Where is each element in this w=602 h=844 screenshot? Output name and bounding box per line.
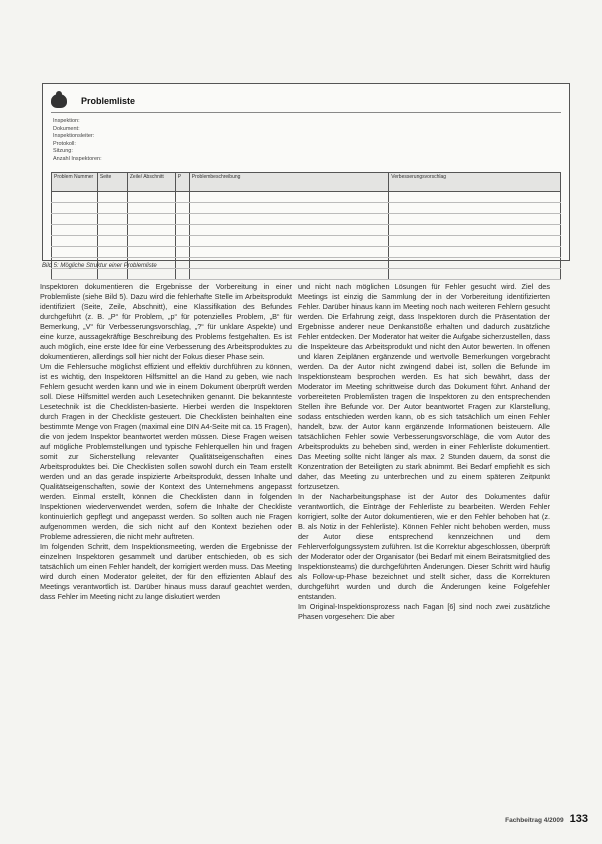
page-footer xyxy=(505,813,588,825)
paragraph: Inspektoren dokumentieren die Ergebnisse der Vorbereitung in einer Problemliste (siehe Bild 5). Dazu wird die fehlerhafte Stelle im Arbeitsprodukt identifiziert (Seite, Zeile, Abschnitt), eine Klassifikation des Befundes durchgeführt (z. B. „P“ für Problem, „p“ für potenzielles Problem, „B“ für Bemerkung, „V“ für Verbesserungsvorschlag, „?“ für unklare Aspekte) und eine kurze, aussagekräftige Beschreibung des Problems festgehalten. Es ist auch möglich, eine erste Idee für eine Verbesserung des Arbeitsproduktes zu dokumentieren, allerdings soll hier nicht der Fokus dieser Phase sein. xyxy=(40,282,292,361)
table-cell xyxy=(97,236,127,247)
column-header: Problem Nummer xyxy=(52,173,98,192)
table-cell xyxy=(127,203,175,214)
meta-line: Sitzung: xyxy=(53,148,73,155)
table-cell xyxy=(175,214,189,225)
table-cell xyxy=(189,214,389,225)
table-cell xyxy=(389,236,561,247)
figure-header xyxy=(51,90,135,112)
table-row xyxy=(52,225,561,236)
table-cell xyxy=(97,192,127,203)
column-header: P xyxy=(175,173,189,192)
table-row xyxy=(52,236,561,247)
table-cell xyxy=(175,247,189,258)
table-row xyxy=(52,203,561,214)
column-header: Zeile/ Abschnitt xyxy=(127,173,175,192)
table-cell xyxy=(175,192,189,203)
meta-line: Anzahl Inspektoren: xyxy=(53,155,102,162)
paragraph: Im folgenden Schritt, dem Inspektionsmeeting, werden die Ergebnisse der einzelnen Inspektoren gesammelt und darüber entschieden, ob es sich tatsächlich um einen Fehler handelt, der korrigiert werden muss. Das Meeting wird durch einen Moderator geleitet, der für den effizienten Ablauf des Meetings verantwortlich ist. Darüber hinaus muss darauf geachtet werden, dass Fehler im Meeting nicht zu lange diskutiert werden xyxy=(40,542,292,601)
table-row xyxy=(52,269,561,280)
meta-line: Inspektion: xyxy=(53,118,80,124)
table-cell xyxy=(189,192,389,203)
table-cell xyxy=(97,203,127,214)
table-cell xyxy=(52,192,98,203)
meta-line: Dokument: xyxy=(53,125,80,132)
table-cell xyxy=(127,247,175,258)
table-cell xyxy=(52,269,98,280)
figure-divider xyxy=(51,112,561,113)
table-cell xyxy=(175,203,189,214)
paragraph: In der Nacharbeitungsphase ist der Autor des Dokumentes dafür verantwortlich, die Einträge der Fehlerliste zu bearbeiten. Werden Fehler korrigiert, sollte der Autor dokumentieren, wie er den Fehler behoben hat (z. B. als Notiz in der Fehlerliste). Können Fehler nicht behoben werden, muss der Autor diese entsprechend kennzeichnen und dem Fehlerverfolgungssystem zuführen. Ist die Korrektur abgeschlossen, überprüft der Moderator oder der Organisator (bei Bedarf mit einem Beiratsmitglied des Inspektionsteams) die durchgeführten Änderungen. Dieser Schritt wird häufig als Follow-up-Phase bezeichnet und stellt sicher, dass die Korrekturen durchgeführt wurden und durch die Änderungen keine Folgefehler entstanden. xyxy=(298,492,550,601)
table-cell xyxy=(175,225,189,236)
table-cell xyxy=(189,225,389,236)
figure-caption: Bild 5: Mögliche Struktur einer Problemliste xyxy=(42,263,157,269)
table-cell xyxy=(189,269,389,280)
table-cell xyxy=(189,203,389,214)
column-header: Verbesserungsvorschlag xyxy=(389,173,561,192)
table-header-row xyxy=(52,173,561,192)
table-cell xyxy=(175,258,189,269)
table-cell xyxy=(189,236,389,247)
meta-line: Protokoll: xyxy=(53,140,76,147)
journal-source: Fachbeitrag 4/2009 xyxy=(505,817,564,824)
table-cell xyxy=(127,214,175,225)
table-cell xyxy=(389,247,561,258)
paragraph: und nicht nach möglichen Lösungen für Fehler gesucht wird. Ziel des Meetings ist einzig die Sammlung der in der Vorbereitung identifizierten Fehler. Darüber hinaus kann im Meeting noch nach weiteren Fehlern gesucht werden. Die Erfahrung zeigt, dass Inspektoren durch die Präsentation der Ergebnisse anderer neue Denkanstöße erhalten und dadurch zusätzliche Fehler entdecken. Der Moderator hat weiter die Aufgabe sicherzustellen, dass die Inspekteure das Arbeitsprodukt und nicht den Autor bewerten. In offenen und klaren Zeiplänen ergänzende und wertvolle Bemerkungen vorgebracht werden. Da der Autor nicht zwingend dabei ist, sollen die Befunde im Inspektionsteam besprochen werden. Es hat sich bewährt, dass der Moderator im Meeting schrittweise durch das Dokument führt. Anhand der vorbereiteten Problemlisten tragen die Inspektoren zu den entsprechenden Stellen ihre Befunde vor. Der Autor beantwortet Fragen zur Klarstellung, sodass entschieden werden kann, ob es sich tatsächlich um einen Fehler handelt, bzw. der Autor kann ergänzende Informationen beisteuern. Alle tatsächlichen Fehler sowie Verbesserungsvorschläge, die vom Autor des Arbeitsprodukts zu beheben sind, werden in einer Fehlerliste dokumentiert. Das Meeting sollte nicht länger als max. 2 Stunden dauern, da sonst die Konzentration der Beteiligten zu stark abnimmt. Bei Bedarf empfiehlt es sich daher, das Meeting zu unterbrechen und zu einem späteren Zeitpunkt fortzusetzen. xyxy=(298,282,550,491)
table-cell xyxy=(127,192,175,203)
table-cell xyxy=(189,247,389,258)
table-cell xyxy=(175,236,189,247)
table-cell xyxy=(389,269,561,280)
table-cell xyxy=(52,214,98,225)
table-cell xyxy=(127,225,175,236)
figure-meta xyxy=(53,118,102,164)
table-cell xyxy=(389,258,561,269)
text-column-left xyxy=(40,282,292,602)
table-cell xyxy=(97,269,127,280)
table-cell xyxy=(52,225,98,236)
column-header: Seite xyxy=(97,173,127,192)
table-row xyxy=(52,192,561,203)
paragraph: Um die Fehlersuche möglichst effizient und effektiv durchführen zu können, ist es wichtig, den Inspektoren Hilfsmittel an die Hand zu geben, wie nach Fehlern gesucht werden kann und wie in einem Dokument überprüft werden soll. Diese Hilfsmittel werden auch Lesetechniken genannt. Die bekannteste Lesetechnik ist die Checklisten-basierte. Hierbei werden die Inspektoren durch Fragen in der Checkliste gesteuert. Die Checklisten beinhalten eine bestimmte Menge von Fragen (maximal eine DIN A4-Seite mit ca. 15 Fragen), die von jedem Inspektor beantwortet werden müssen. Diese Fragen weisen auf mögliche Problemstellungen und typische Fehlerquellen hin und fragen somit zur Sicherstellung relevanter Qualitätseigenschaften eines Arbeitsproduktes bei. Die Checklisten sollen sowohl durch ein Team erstellt werden und an das gerade inspizierte Arbeitsprodukt, dessen Inhalte und Qualitätseigenschaften, sowie der Kontext des Unternehmens angepasst werden. Einmal erstellt, können die Checklisten dann in folgenden Inspektionen wiederverwendet werden, sofern die Inhalte der Checkliste kontinuierlich gepflegt und angepasst werden. So sollten auch nie Fragen aufgenommen werden, die sich nicht auf den Kontext beziehen oder Probleme adressieren, die nicht mehr auftreten. xyxy=(40,362,292,541)
problem-list-figure xyxy=(42,83,570,261)
table-cell xyxy=(127,236,175,247)
meta-line: Inspektionsleiter: xyxy=(53,133,95,140)
company-logo-icon xyxy=(51,94,67,108)
table-cell xyxy=(97,214,127,225)
table-cell xyxy=(97,247,127,258)
table-cell xyxy=(52,203,98,214)
figure-title: Problemliste xyxy=(81,96,136,106)
page-number: 133 xyxy=(569,813,588,825)
paragraph: Im Original-Inspektionsprozess nach Fagan [6] sind noch zwei zusätzliche Phasen vorgesehen: Die aber xyxy=(298,602,550,621)
table-cell xyxy=(175,269,189,280)
text-column-right xyxy=(298,282,550,622)
table-cell xyxy=(52,247,98,258)
column-header: Problembeschreibung xyxy=(189,173,389,192)
table-cell xyxy=(127,269,175,280)
table-cell xyxy=(189,258,389,269)
table-cell xyxy=(389,214,561,225)
table-cell xyxy=(389,192,561,203)
table-row xyxy=(52,214,561,225)
table-cell xyxy=(97,225,127,236)
table-cell xyxy=(389,203,561,214)
table-cell xyxy=(52,236,98,247)
table-row xyxy=(52,247,561,258)
table-cell xyxy=(389,225,561,236)
